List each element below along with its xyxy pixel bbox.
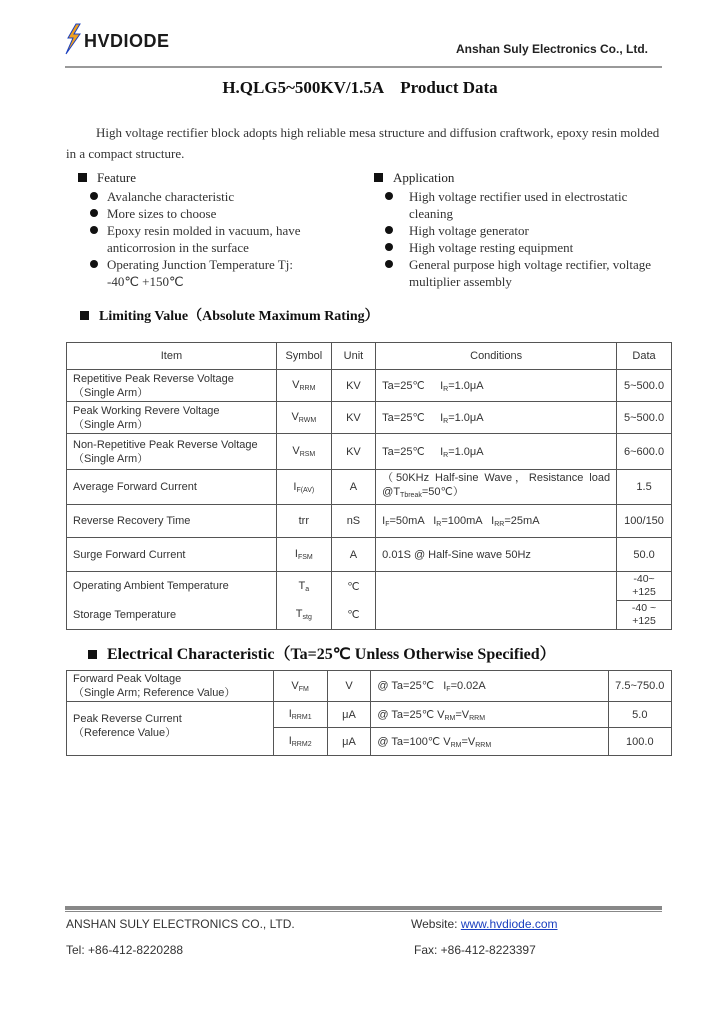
- table-row: [67, 702, 672, 728]
- item-cell: Operating Ambient Temperature: [67, 572, 277, 601]
- data-cell: 50.0: [617, 538, 672, 572]
- footer-website: [411, 917, 558, 931]
- footer-fax: Fax: +86-412-8223397: [414, 943, 536, 957]
- symbol-cell: $I_{RRM2}$: [273, 728, 327, 756]
- list-item: [90, 256, 320, 290]
- symbol-cell: $I_{FSM}$: [276, 538, 331, 572]
- application-item: High voltage rectifier used in electrostatic cleaning: [409, 189, 628, 221]
- col-header-symbol: Symbol: [276, 343, 331, 370]
- electrical-table: [66, 670, 672, 756]
- data-cell: 5.0: [608, 702, 671, 728]
- footer-company: ANSHAN SULY ELECTRONICS CO., LTD.: [66, 917, 295, 931]
- conditions-cell: Ta=25℃ $I_R=1.0\mu A$: [376, 402, 617, 434]
- symbol-cell: $I_{RRM1}$: [273, 702, 327, 728]
- feature-item: Avalanche characteristic: [107, 189, 235, 204]
- bullet-icon: [90, 192, 98, 200]
- footer-divider: [65, 906, 662, 910]
- symbol-cell: $V_{RRM}$: [276, 370, 331, 402]
- bullet-icon: [385, 243, 393, 251]
- unit-cell: nS: [331, 505, 375, 538]
- data-cell: 6~600.0: [617, 434, 672, 470]
- application-item: General purpose high voltage rectifier, voltage multiplier assembly: [409, 257, 652, 289]
- bullet-icon: [90, 260, 98, 268]
- square-bullet-icon: [374, 173, 383, 182]
- conditions-cell: （50KHz Half-sine Wave，Resistance load $@T_{Tbreak}=50℃$）: [376, 470, 617, 505]
- feature-list: [90, 188, 320, 290]
- table-row: [67, 671, 672, 702]
- footer-tel: Tel: +86-412-8220288: [66, 943, 184, 957]
- item-cell: Reverse Recovery Time: [67, 505, 277, 538]
- electrical-heading-label: Electrical Characteristic（Ta=25℃ Unless Otherwise Specified）: [107, 646, 556, 663]
- table-row: [67, 470, 672, 505]
- item-cell: Average Forward Current: [67, 470, 277, 505]
- bullet-icon: [385, 260, 393, 268]
- header-divider: [65, 66, 662, 68]
- table-row: [67, 434, 672, 470]
- table-row: [67, 505, 672, 538]
- col-header-data: Data: [617, 343, 672, 370]
- logo-text: HVDIODE: [84, 31, 170, 51]
- square-bullet-icon: [78, 173, 87, 182]
- unit-cell: ℃: [331, 601, 375, 630]
- application-list: [385, 188, 655, 290]
- symbol-cell: $V_{RWM}$: [276, 402, 331, 434]
- unit-cell: A: [331, 538, 375, 572]
- feature-item: Epoxy resin molded in vacuum, have anticorrosion in the surface: [107, 223, 301, 255]
- header-company: Anshan Suly Electronics Co., Ltd.: [455, 42, 648, 56]
- data-cell: -40~ +125: [617, 572, 672, 601]
- conditions-cell: Ta=25℃ $I_R=1.0\mu A$: [376, 434, 617, 470]
- col-header-item: Item: [67, 343, 277, 370]
- table-row: [67, 370, 672, 402]
- electrical-heading: [88, 641, 556, 664]
- item-cell: Repetitive Peak Reverse Voltage （Single Arm）: [67, 370, 277, 402]
- application-heading-label: Application: [393, 170, 455, 185]
- bullet-icon: [90, 226, 98, 234]
- item-cell: Surge Forward Current: [67, 538, 277, 572]
- bullet-icon: [385, 192, 393, 200]
- feature-item: More sizes to choose: [107, 206, 217, 221]
- list-item: [385, 239, 655, 256]
- list-item: [90, 205, 320, 222]
- item-cell: Non-Repetitive Peak Reverse Voltage （Single Arm）: [67, 434, 277, 470]
- bullet-icon: [385, 226, 393, 234]
- application-item: High voltage resting equipment: [409, 240, 574, 255]
- unit-cell: μA: [327, 728, 371, 756]
- square-bullet-icon: [88, 650, 97, 659]
- symbol-cell: $V_{RSM}$: [276, 434, 331, 470]
- data-cell: 100.0: [608, 728, 671, 756]
- conditions-cell: @ Ta=100℃ $V_{RM}=V_{RRM}$: [371, 728, 608, 756]
- unit-cell: KV: [331, 370, 375, 402]
- symbol-cell: $I_{F(AV)}$: [276, 470, 331, 505]
- data-cell: 5~500.0: [617, 370, 672, 402]
- conditions-cell: @ Ta=25℃ $I_F=0.02A$: [371, 671, 608, 702]
- limiting-heading-label: Limiting Value（Absolute Maximum Rating）: [99, 309, 379, 324]
- item-cell: Peak Working Revere Voltage （Single Arm）: [67, 402, 277, 434]
- table-header-row: [67, 343, 672, 370]
- intro-paragraph: High voltage rectifier block adopts high reliable mesa structure and diffusion craftwork, epoxy resin molded in a compact structure.: [66, 125, 660, 161]
- limiting-heading: [80, 305, 379, 325]
- col-header-unit: Unit: [331, 343, 375, 370]
- feature-heading-label: Feature: [97, 170, 136, 185]
- unit-cell: ℃: [331, 572, 375, 601]
- bullet-icon: [90, 209, 98, 217]
- page-title: H.QLG5~500KV/1.5A Product Data: [222, 78, 498, 97]
- application-heading: [374, 170, 454, 186]
- item-cell: Peak Reverse Current （Reference Value）: [67, 702, 274, 756]
- unit-cell: μA: [327, 702, 371, 728]
- item-cell: Forward Peak Voltage （Single Arm; Reference Value）: [67, 671, 274, 702]
- unit-cell: KV: [331, 402, 375, 434]
- conditions-cell: @ Ta=25℃ $V_{RM}=V_{RRM}$: [371, 702, 608, 728]
- data-cell: 1.5: [617, 470, 672, 505]
- application-item: High voltage generator: [409, 223, 529, 238]
- footer-divider-thin: [65, 911, 662, 912]
- list-item: [385, 222, 655, 239]
- list-item: [90, 188, 320, 205]
- unit-cell: V: [327, 671, 371, 702]
- symbol-cell: $V_{FM}$: [273, 671, 327, 702]
- unit-cell: KV: [331, 434, 375, 470]
- website-label: Website:: [411, 917, 461, 931]
- conditions-cell: 0.01S @ Half-Sine wave 50Hz: [376, 538, 617, 572]
- conditions-cell: $I_F=50mA$ $I_R=100mA$ $I_{RR}=25mA$: [376, 505, 617, 538]
- feature-item: Operating Junction Temperature Tj: -40℃ +150℃: [107, 257, 293, 289]
- symbol-cell: $T_a$: [276, 572, 331, 601]
- limiting-table: [66, 342, 672, 630]
- table-row: [67, 572, 672, 601]
- list-item: [90, 222, 320, 256]
- table-row: [67, 538, 672, 572]
- lightning-icon: [62, 22, 86, 56]
- data-cell: 5~500.0: [617, 402, 672, 434]
- conditions-cell: Ta=25℃ $I_R=1.0\mu A$: [376, 370, 617, 402]
- symbol-cell: $T_{stg}$: [276, 601, 331, 630]
- data-cell: -40 ~ +125: [617, 601, 672, 630]
- list-item: [385, 256, 655, 290]
- data-cell: 100/150: [617, 505, 672, 538]
- conditions-cell: [376, 572, 617, 630]
- website-link[interactable]: www.hvdiode.com: [460, 917, 558, 931]
- square-bullet-icon: [80, 311, 89, 320]
- col-header-conditions: Conditions: [376, 343, 617, 370]
- feature-heading: [78, 170, 136, 186]
- table-row: [67, 402, 672, 434]
- data-cell: 7.5~750.0: [608, 671, 671, 702]
- symbol-cell: trr: [276, 505, 331, 538]
- unit-cell: A: [331, 470, 375, 505]
- item-cell: Storage Temperature: [67, 601, 277, 630]
- list-item: [385, 188, 655, 222]
